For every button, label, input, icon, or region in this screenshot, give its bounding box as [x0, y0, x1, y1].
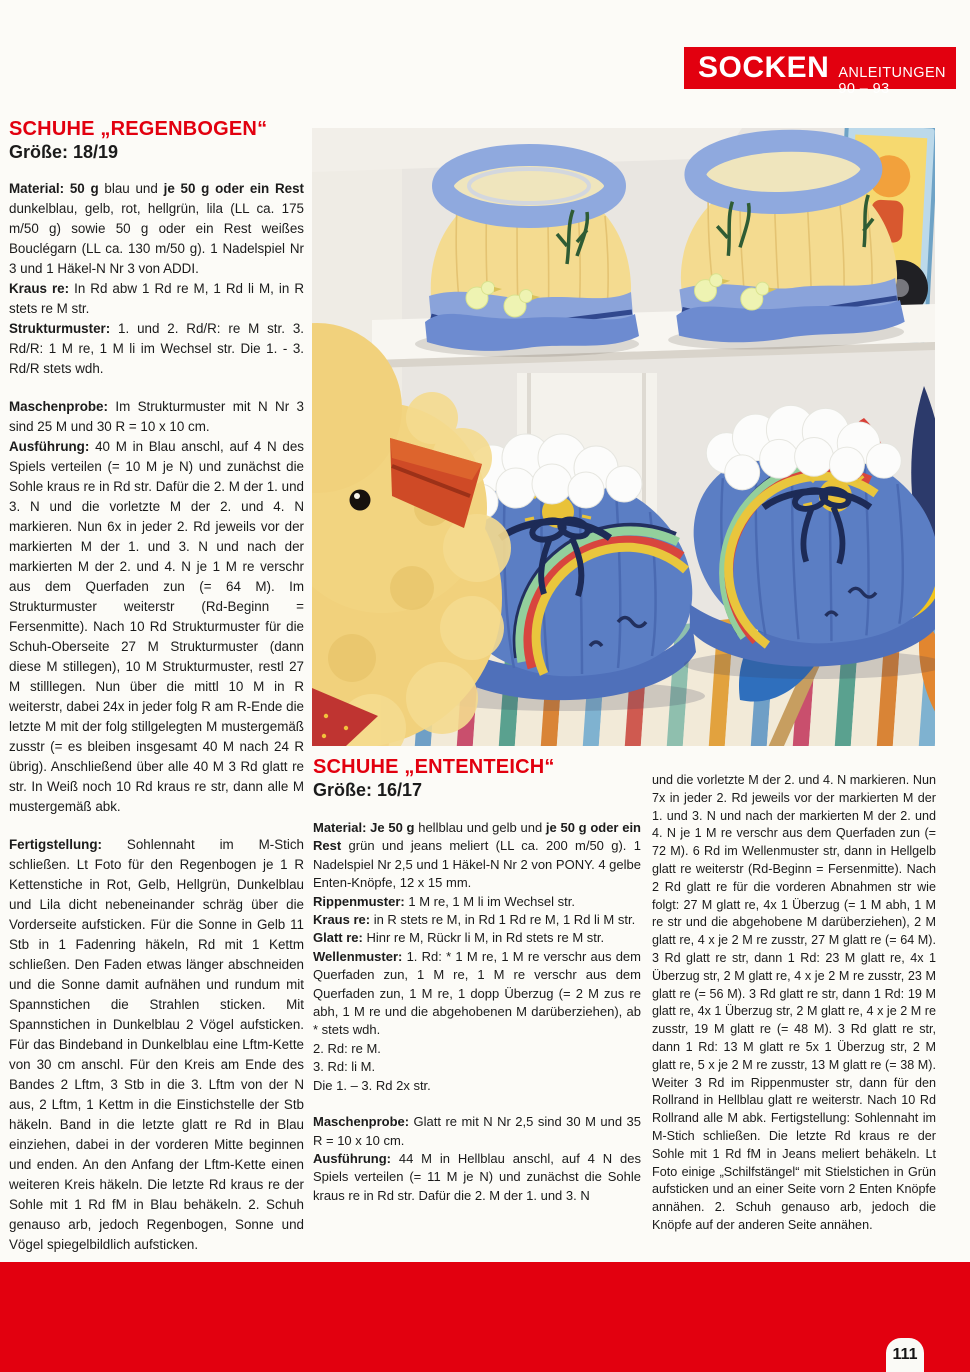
article-size-ententeich: Größe: 16/17 — [313, 780, 423, 800]
paragraph: Material: 50 g blau und je 50 g oder ein Rest dunkelblau, gelb, rot, hellgrün, lila (LL ca. 175 m/50 g) sowie 50 g oder ein Rest weißes Bouclégarn (LL ca. 130 m/50 g). 1 Nadelspiel Nr 3 und 1 Häkel-N Nr 3 von ADDI. — [9, 181, 304, 276]
article-ententeich-continued — [652, 756, 936, 1235]
page-number-pill — [886, 1338, 924, 1372]
article-body-ententeich-continued — [652, 772, 936, 1235]
yellow-bootie-right — [661, 137, 905, 353]
paragraph: 2. Rd: re M. — [313, 1040, 381, 1056]
article-body-regenbogen — [9, 179, 304, 1255]
page-number: 111 — [892, 1346, 918, 1363]
article-ententeich — [313, 756, 641, 1205]
article-title-regenbogen: SCHUHE „REGENBOGEN“ — [9, 118, 268, 140]
paragraph: Die 1. – 3. Rd 2x str. — [313, 1077, 431, 1093]
paragraph: Maschenprobe: Glatt re mit N Nr 2,5 sind 30 M und 35 R = 10 x 10 cm. — [313, 1114, 641, 1148]
paragraph: Ausführung: 44 M in Hellblau anschl, auf 4 N des Spiels verteilen (= 11 M je N) und zunächst die Sohle kraus re in Rd str. Dafür die 2. M der 1. und 3. N — [313, 1150, 641, 1203]
article-body-ententeich — [313, 819, 641, 1205]
bottom-red-band — [0, 1262, 970, 1372]
yellow-bootie-left — [415, 155, 639, 357]
paragraph: Ausführung: 40 M in Blau anschl, auf 4 N des Spiels verteilen (= 10 M je N) und zunächst die Sohle kraus re in Rd str. Dafür die 2. M der 1. und 3. N und die vorletzte M der 2. und 4. N markieren. Nun 6x in jeder 2. Rd jeweils vor der markierten M der 1. und 3. N und nach der markierten M der 2. und 4. N je 1 M re verschr aus dem Querfaden zun (= 64 M). Im Strukturmuster weiterstr (Rd-Beginn = Fersenmitte). Nach 10 Rd Strukturmuster für die Schuh-Oberseite 27 M Strukturmuster (dann diese M stillegen), 10 M Strukturmuster, restl 27 M stilllegen. Nun über die mittl 10 M in R weiterstr, dabei 24x in jeder folg R am R-Ende die letzte M mit der folg stillgelegten M mustergemäß zusstr (= es bleiben insgesamt 40 M nach 24 R übrig). Anschließend über alle 40 M 3 Rd glatt re str. In Weiß noch 10 Rd kraus re str, dann alle M mustergemäß abk. — [9, 439, 304, 814]
paragraph: Kraus re: in R stets re M, in Rd 1 Rd re M, 1 Rd li M str. — [313, 912, 636, 928]
section-banner — [684, 47, 956, 97]
section-page-range: ANLEITUNGEN 90 – 93 — [838, 65, 946, 97]
duck-eye — [350, 490, 371, 511]
paragraph: Material: Je 50 g hellblau und gelb und je 50 g oder ein Rest grün und jeans meliert (LL ca. 200 m/50 g). 1 Nadelspiel Nr 2,5 und 1 Häkel-N Nr 2 von PONY. 4 gelbe Enten-Knöpfe, 12 x 15 mm. — [313, 820, 641, 891]
booties-photo — [312, 128, 935, 746]
paragraph: Rippenmuster: 1 M re, 1 M li im Wechsel str. — [313, 893, 575, 909]
paragraph: Strukturmuster: 1. und 2. Rd/R: re M str. 3. Rd/R: 1 M re, 1 M li im Wechsel str. Die 1. - 3. Rd/R stets wdh. — [9, 321, 304, 376]
article-title-ententeich: SCHUHE „ENTENTEICH“ — [313, 756, 555, 778]
article-regenbogen — [9, 118, 304, 1255]
paragraph: Glatt re: Hinr re M, Rückr li M, in Rd stets re M str. — [313, 930, 605, 946]
paragraph: Maschenprobe: Im Strukturmuster mit N Nr 3 sind 25 M und 30 R = 10 x 10 cm. — [9, 399, 304, 434]
paragraph: Wellenmuster: 1. Rd: * 1 M re, 1 M re verschr aus dem Querfaden zun, 1 M re, 1 M re verschr aus dem Querfaden zun, 1 M re, 1 dopp Überzug (= 2 M zus re abh, 1 M re und die abgehobenen M darüberziehen), ab * stets wdh. — [313, 948, 641, 1038]
paragraph: 3. Rd: li M. — [313, 1059, 376, 1075]
article-size-regenbogen: Größe: 18/19 — [9, 142, 119, 162]
section-title: SOCKEN — [698, 51, 830, 84]
paragraph: Fertigstellung: Sohlennaht im M-Stich schließen. Lt Foto für den Regenbogen je 1 R Kettenstiche in Rot, Gelb, Hellgrün, Dunkelblau und Lila dicht nebeneinander schräg über die Vorderseite aufsticken. Für die Sonne in Gelb 11 Stb in 1 Fadenring häkeln, Rd mit 1 Kettm schließen. Den Faden etwas länger abschneiden und die Sonne damit aufnähen und rundum mit Spannstichen die Strahlen sticken. Mit Spannstichen in Dunkelblau 2 Vögel aufsticken. Für das Bindeband in Dunkelblau eine Lftm-Kette von 30 cm anschl. Für den Kreis am Ende des Bandes 2 Lftm, 3 Stb in die 3. Lftm von der N aus, 2 Lftm, 1 Kettm in die Einstichstelle der Stb häkeln. Band in die letzte glatt re Rd in Blau einziehen, dabei in der vorderen Mitte beginnen und enden. An den Anfang der Lftm-Kette einen weiteren Kreis häkeln. Die letzte Rd kraus re der Sohle mit 1 Rd fM in Blau behäkeln. 2. Schuh genauso arb, jedoch Regenbogen, Sonne und Vögel spiegelbildlich aufsticken. — [9, 837, 304, 1252]
paragraph: und die vorletzte M der 2. und 4. N markieren. Nun 7x in jeder 2. Rd jeweils vor der markierten M der 1. und 3. N und nach der markierten M der 2. und 4. N je 1 M re verschr aus dem Querfaden zun (= 72 M). 6 Rd im Wellenmuster str, dann in Hellgelb glatt re weiterstr (Rd-Beginn = Fersenmitte). Nach 2 Rd glatt re für die vorderen Abnahmen str wie folgt: 27 M glatt re, 4x 1 Überzug (= 1 M abh, 1 M re str und die abgehobene M darüberziehen), 2 M glatt re, 4 x je 2 M re zusstr, 27 M glatt re (= 64 M). 3 Rd glatt re str, dann 1 Rd: 23 M glatt re, 4x 1 Überzug str, 2 M glatt re, 4 x je 2 M re zusstr, 23 M glatt re (= 56 M). 3 Rd glatt re str, dann 1 Rd: 19 M glatt re, 4x 1 Überzug str, 2 M glatt re, 4 x je 2 M re zusstr, 19 M glatt re (= 48 M). 3 Rd glatt re str, dann 1 Rd: 13 M glatt re 5x 1 Überzug str, 2 M glatt re, 5 x je 2 M re zusstr, 13 M glatt re (= 38 M). Weiter 3 Rd im Rippenmuster str, dann für den Rollrand in Hellblau glatt re weiterstr. Nach 10 Rd Rollrand alle M abk. Fertigstellung: Sohlennaht im M-Stich schließen. Die letzte Rd kraus re der Sohle mit 1 Rd fM in Jeans meliert behäkeln. Lt Foto einige „Schilfstängel“ mit Stielstichen in Grün aufsticken und an einer Seite vorn 2 Enten Knöpfe annähen. 2. Schuh genauso arb, jedoch die Knöpfe auf der anderen Seite annähen. — [652, 773, 936, 1232]
paragraph: Kraus re: In Rd abw 1 Rd re M, 1 Rd li M, in R stets re M str. — [9, 281, 304, 316]
